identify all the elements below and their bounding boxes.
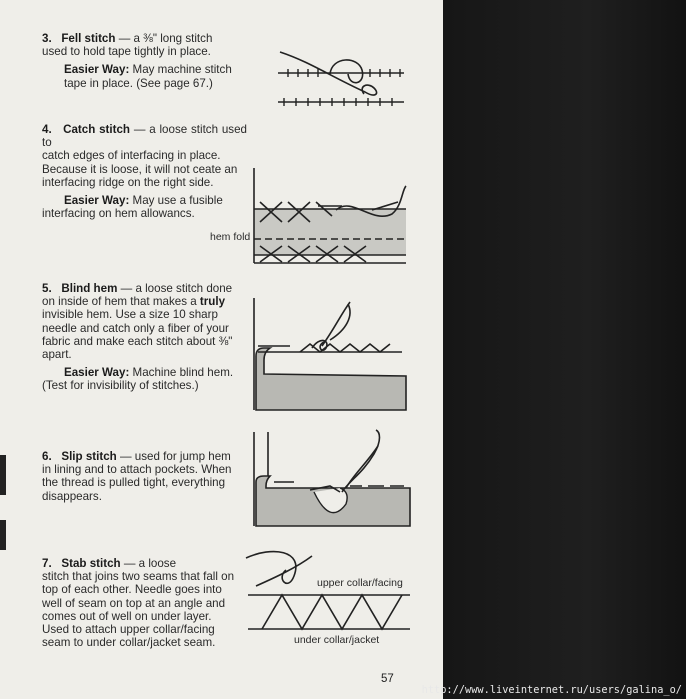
item-text: apart. [42, 348, 72, 362]
item-text: interfacing ridge on the right side. [42, 175, 214, 189]
item-text: Because it is loose, it will not ceate an [42, 162, 238, 176]
page-number: 57 [381, 673, 394, 685]
item-text: — a loose stitch done [120, 282, 233, 295]
item-text: seam to under collar/jacket seam. [42, 636, 216, 650]
scan-background [443, 0, 686, 699]
item-text: disappears. [42, 489, 102, 503]
item-term: Catch stitch [63, 123, 131, 136]
watermark-url[interactable]: http://www.liveinternet.ru/users/galina_o/ [421, 684, 682, 696]
item-term: Stab stitch [61, 557, 121, 570]
item-stab-stitch [42, 557, 247, 649]
item-blind-hem [42, 282, 247, 393]
easier-way-text: May use a fusible [132, 194, 223, 208]
item-text: comes out of well on under layer. [42, 609, 212, 623]
hem-fold-label: hem fold [210, 231, 251, 243]
item-term: Slip stitch [61, 450, 117, 463]
blind-hem-diagram [250, 296, 408, 414]
item-text: in lining and to attach pockets. When [42, 463, 232, 477]
item-text: — a ⅜" long stitch [118, 32, 213, 45]
catch-stitch-diagram [252, 166, 410, 266]
item-number: 7. [42, 557, 52, 570]
item-text: needle and catch only a fiber of your [42, 321, 229, 335]
item-text: invisible hem. Use a size 10 sharp [42, 308, 218, 322]
under-collar-label: under collar/jacket [294, 634, 380, 646]
easier-way-label: Easier Way: [64, 366, 130, 380]
item-text: top of each other. Needle goes into [42, 583, 222, 597]
item-emphasis: truly [199, 295, 226, 309]
easier-way-text: interfacing on hem allowancs. [42, 207, 195, 221]
item-text: used to hold tape tightly in place. [42, 45, 211, 59]
stab-stitch-diagram [242, 546, 414, 646]
slip-stitch-diagram [250, 430, 412, 530]
page-edge-shadow [0, 455, 6, 495]
item-number: 3. [42, 32, 52, 45]
page-edge-shadow [0, 520, 6, 550]
item-number: 4. [42, 123, 52, 136]
item-text: — a loose stitch used to [42, 123, 247, 150]
easier-way-label: Easier Way: [64, 194, 130, 208]
item-text: catch edges of interfacing in place. [42, 149, 221, 163]
item-text: on inside of hem that makes a [42, 295, 197, 309]
easier-way-text: tape in place. (See page 67.) [64, 76, 213, 90]
item-slip-stitch [42, 450, 247, 503]
item-text: — used for jump hem [119, 450, 231, 463]
item-text: the thread is pulled tight, everything [42, 476, 226, 490]
easier-way-text: (Test for invisibility of stitches.) [42, 379, 199, 393]
item-catch-stitch [42, 123, 247, 220]
item-number: 5. [42, 282, 52, 295]
easier-way-label: Easier Way: [64, 63, 130, 77]
easier-way-text: Machine blind hem. [132, 366, 234, 380]
item-fell-stitch [42, 32, 247, 90]
upper-collar-label: upper collar/facing [317, 577, 403, 589]
item-text: well of seam on top at an angle and [42, 596, 226, 610]
item-number: 6. [42, 450, 52, 463]
item-text: — a loose [123, 557, 177, 570]
easier-way-text: May machine stitch [132, 63, 232, 77]
fell-stitch-diagram [270, 44, 415, 114]
item-term: Fell stitch [61, 32, 116, 45]
item-text: Used to attach upper collar/facing [42, 623, 215, 637]
item-term: Blind hem [61, 282, 118, 295]
item-text: stitch that joins two seams that fall on [42, 570, 235, 584]
item-text: fabric and make each stitch about ⅜" [42, 334, 233, 348]
